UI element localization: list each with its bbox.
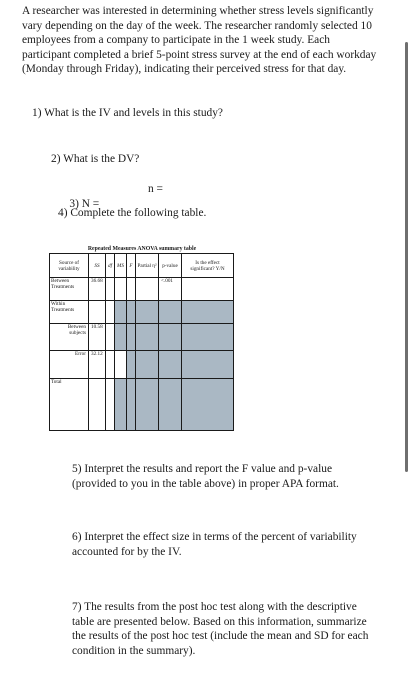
anova-summary-table <box>49 245 235 455</box>
cell-shaded <box>136 301 159 324</box>
cell-shaded <box>115 324 127 351</box>
cell-shaded <box>159 301 182 324</box>
question-3-total-n: 3) N = <box>69 197 100 210</box>
label-between-treatments: Between Treatments <box>50 278 89 301</box>
header-f: F <box>127 254 136 278</box>
cell-shaded <box>182 379 234 431</box>
cell-shaded <box>115 379 127 431</box>
cell-empty <box>127 278 136 301</box>
cell-shaded <box>136 351 159 379</box>
header-partial-eta: Partial η² <box>136 254 159 278</box>
cell-shaded <box>159 379 182 431</box>
cell-shaded <box>136 379 159 431</box>
row-error <box>50 351 234 379</box>
cell-empty <box>106 278 115 301</box>
cell-empty <box>89 301 106 324</box>
cell-shaded <box>115 301 127 324</box>
cell-empty <box>106 301 115 324</box>
intro-paragraph: A researcher was interested in determining whether stress levels significantly vary depending on the day of the week. The researcher randomly selected 10 employees from a company to participate in the 1 week study. Each participant completed a brief 5-point stress survey at the end of each workday (Monday through Friday), indicating their perceived stress for that day. <box>22 5 377 76</box>
question-2: 2) What is the DV? <box>51 153 140 165</box>
row-total <box>50 379 234 431</box>
cell-empty <box>136 278 159 301</box>
cell-empty <box>182 278 234 301</box>
label-error: Error <box>50 351 89 379</box>
anova-grid <box>49 253 234 431</box>
question-1: 1) What is the IV and levels in this study? <box>32 107 223 119</box>
cell-empty <box>106 324 115 351</box>
question-3-group-n: n = <box>148 183 163 195</box>
header-significant: Is the effect significant? Y/N <box>182 254 234 278</box>
cell-shaded <box>182 301 234 324</box>
cell-shaded <box>159 351 182 379</box>
question-6: 6) Interpret the effect size in terms of the percent of variability accounted for by the IV. <box>72 531 357 558</box>
cell-empty <box>115 351 127 379</box>
label-within-treatments: Within Treatments <box>50 301 89 324</box>
question-5: 5) Interpret the results and report the F value and p-value (provided to you in the table above) in proper APA format. <box>72 463 339 490</box>
cell-empty <box>115 278 127 301</box>
row-within-treatments <box>50 301 234 324</box>
p-between-treatments: <.001 <box>159 278 182 301</box>
row-between-subjects <box>50 324 234 351</box>
header-row <box>50 254 234 278</box>
header-source: Source of variability <box>50 254 89 278</box>
vertical-scrollbar[interactable] <box>405 42 408 472</box>
table-title: Repeated Measures ANOVA summary table <box>87 246 197 252</box>
ss-between-subjects: 10.58 <box>89 324 106 351</box>
header-df: df <box>106 254 115 278</box>
ss-error: 32.12 <box>89 351 106 379</box>
header-ms: MS <box>115 254 127 278</box>
cell-shaded <box>127 379 136 431</box>
question-7: 7) The results from the post hoc test along with the descriptive table are presented below. Based on this information, summarize the results of the post hoc test (include the mean and SD for each condition in the summary). <box>72 601 369 657</box>
cell-shaded <box>127 351 136 379</box>
question-4: 4) Complete the following table. <box>58 207 207 219</box>
cell-empty <box>106 351 115 379</box>
row-between-treatments <box>50 278 234 301</box>
cell-shaded <box>159 324 182 351</box>
cell-shaded <box>182 351 234 379</box>
cell-empty <box>89 379 106 431</box>
cell-shaded <box>127 324 136 351</box>
header-p-value: p-value <box>159 254 182 278</box>
cell-shaded <box>182 324 234 351</box>
cell-empty <box>106 379 115 431</box>
ss-between-treatments: 36.68 <box>89 278 106 301</box>
cell-shaded <box>136 324 159 351</box>
cell-shaded <box>127 301 136 324</box>
label-total: Total <box>50 379 89 431</box>
header-ss: SS <box>89 254 106 278</box>
label-between-subjects: Between subjects <box>50 324 89 351</box>
